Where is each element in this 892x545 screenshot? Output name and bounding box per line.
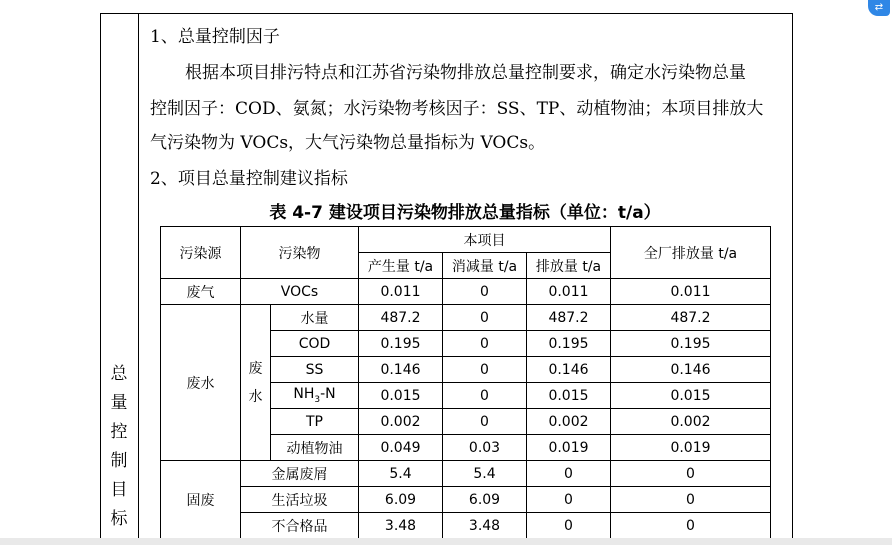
header-source: 污染源	[161, 227, 241, 279]
reduced-cell: 6.09	[443, 487, 527, 513]
source-cell: 固废	[161, 461, 241, 539]
emission-total-table	[160, 226, 771, 539]
item2-title: 2、项目总量控制建议指标	[150, 169, 348, 189]
side-label-char: 标	[110, 509, 128, 529]
discharged-cell: 487.2	[527, 305, 611, 331]
side-label-char: 制	[110, 451, 128, 471]
reduced-cell: 0	[443, 383, 527, 409]
frame-divider	[138, 13, 139, 545]
table-row	[161, 305, 771, 331]
produced-cell: 0.195	[359, 331, 443, 357]
bottom-scrollbar[interactable]	[0, 538, 892, 545]
table-row	[161, 461, 771, 487]
produced-cell: 0.011	[359, 279, 443, 305]
header-reduced: 消减量 t/a	[443, 253, 527, 279]
discharged-cell: 0	[527, 487, 611, 513]
table-row	[161, 513, 771, 539]
reduced-cell: 0	[443, 409, 527, 435]
plant-cell: 0.011	[611, 279, 771, 305]
discharged-cell: 0	[527, 461, 611, 487]
produced-cell: 6.09	[359, 487, 443, 513]
plant-cell: 0	[611, 487, 771, 513]
source-cell: 废气	[161, 279, 241, 305]
produced-cell: 3.48	[359, 513, 443, 539]
side-label-char: 总	[110, 364, 128, 384]
subgroup-char: 废	[248, 360, 263, 377]
frame-right-border	[792, 13, 793, 545]
plant-cell: 487.2	[611, 305, 771, 331]
pollutant-cell: 动植物油	[271, 435, 359, 461]
reduced-cell: 0	[443, 279, 527, 305]
reduced-cell: 0	[443, 357, 527, 383]
pollutant-cell: 不合格品	[241, 513, 359, 539]
discharged-cell: 0.011	[527, 279, 611, 305]
header-produced: 产生量 t/a	[359, 253, 443, 279]
paragraph-line: 气污染物为 VOCs，大气污染物总量指标为 VOCs。	[150, 133, 546, 153]
paragraph-line: 根据本项目排污特点和江苏省污染物排放总量控制要求，确定水污染物总量	[185, 63, 746, 83]
plant-cell: 0	[611, 513, 771, 539]
pollutant-cell: 金属废屑	[241, 461, 359, 487]
discharged-cell: 0.019	[527, 435, 611, 461]
pollutant-cell: COD	[271, 331, 359, 357]
discharged-cell: 0.195	[527, 331, 611, 357]
reduced-cell: 0.03	[443, 435, 527, 461]
frame-top-border	[100, 13, 793, 14]
pollutant-cell: 生活垃圾	[241, 487, 359, 513]
discharged-cell: 0.015	[527, 383, 611, 409]
source-cell: 废水	[161, 305, 241, 461]
table-row	[161, 487, 771, 513]
table-row	[161, 279, 771, 305]
reduced-cell: 0	[443, 331, 527, 357]
pollutant-cell: VOCs	[241, 279, 359, 305]
produced-cell: 0.049	[359, 435, 443, 461]
pollutant-cell: SS	[271, 357, 359, 383]
header-plant-total: 全厂排放量 t/a	[611, 227, 771, 279]
pollutant-cell: TP	[271, 409, 359, 435]
pollutant-cell	[271, 383, 359, 409]
reduced-cell: 0	[443, 305, 527, 331]
item1-title: 1、总量控制因子	[150, 27, 280, 47]
header-pollutant: 污染物	[241, 227, 359, 279]
plant-cell: 0.002	[611, 409, 771, 435]
header-project: 本项目	[359, 227, 611, 253]
header-discharged: 排放量 t/a	[527, 253, 611, 279]
plant-cell: 0.146	[611, 357, 771, 383]
paragraph-line: 控制因子：COD、氨氮；水污染物考核因子：SS、TP、动植物油；本项目排放大	[150, 99, 764, 119]
discharged-cell: 0.146	[527, 357, 611, 383]
side-label-char: 控	[110, 422, 128, 442]
formula-main: NH	[293, 386, 315, 403]
plant-cell: 0.015	[611, 383, 771, 409]
side-label-char: 目	[110, 480, 128, 500]
water-subgroup-cell	[241, 305, 271, 461]
side-label-total-control	[100, 360, 138, 534]
subgroup-char: 水	[248, 388, 263, 405]
formula-subscript: 3	[314, 394, 321, 405]
discharged-cell: 0	[527, 513, 611, 539]
reduced-cell: 3.48	[443, 513, 527, 539]
produced-cell: 0.002	[359, 409, 443, 435]
plant-cell: 0	[611, 461, 771, 487]
produced-cell: 0.015	[359, 383, 443, 409]
translate-icon[interactable]: ⇄	[868, 0, 890, 16]
plant-cell: 0.019	[611, 435, 771, 461]
plant-cell: 0.195	[611, 331, 771, 357]
produced-cell: 0.146	[359, 357, 443, 383]
discharged-cell: 0.002	[527, 409, 611, 435]
reduced-cell: 5.4	[443, 461, 527, 487]
produced-cell: 487.2	[359, 305, 443, 331]
table-header-row	[161, 227, 771, 253]
produced-cell: 5.4	[359, 461, 443, 487]
side-label-char: 量	[110, 393, 128, 413]
formula-tail: -N	[320, 386, 336, 403]
table-caption: 表 4-7 建设项目污染物排放总量指标（单位：t/a）	[269, 203, 661, 223]
pollutant-cell: 水量	[271, 305, 359, 331]
